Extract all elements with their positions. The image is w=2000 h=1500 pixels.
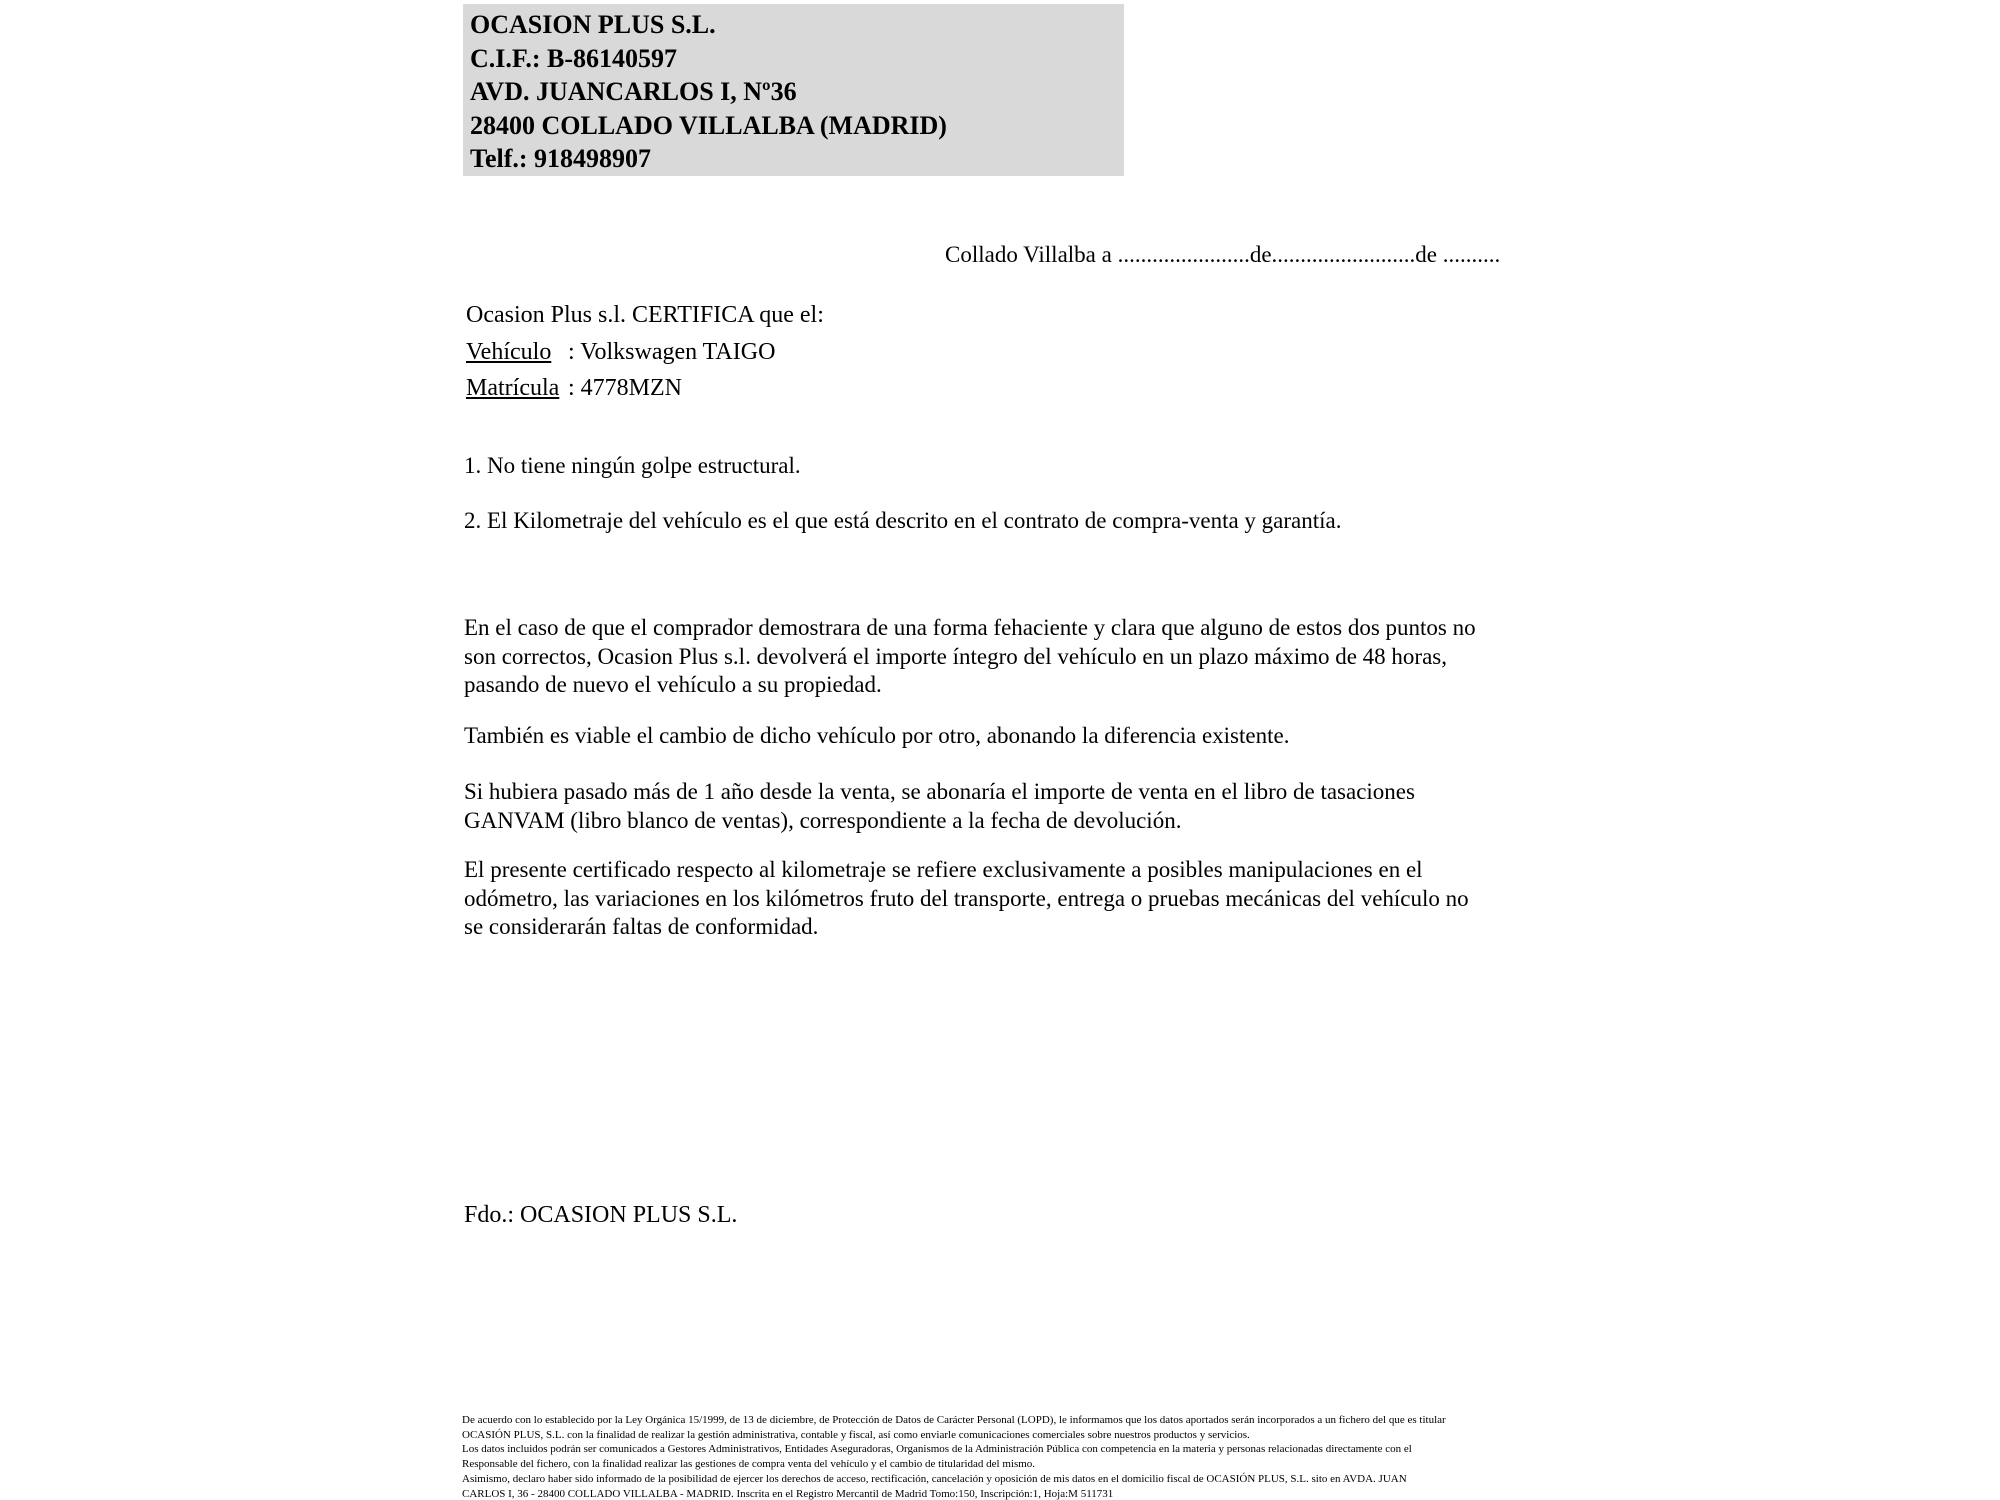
paragraph-refund-line: pasando de nuevo el vehículo a su propiedad. (464, 672, 882, 697)
company-phone: Telf.: 918498907 (470, 144, 652, 173)
paragraph-refund-line: En el caso de que el comprador demostrara de una forma fehaciente y clara que alguno de estos dos puntos no (464, 615, 1476, 640)
legal-footer-line: CARLOS I, 36 - 28400 COLLADO VILLALBA - MADRID. Inscrita en el Registro Mercantil de Madrid Tomo:150, Inscripción:1, Hoja:M 511731 (462, 1487, 1114, 1500)
plate-label (466, 370, 568, 407)
legal-footer-line: Los datos incluidos podrán ser comunicados a Gestores Administrativos, Entidades Aseguradoras, Organismos de la Administración Pública con competencia en la materia y personas relacionadas directamente con el (462, 1443, 1412, 1456)
certification-intro: Ocasion Plus s.l. CERTIFICA que el: (466, 302, 824, 328)
legal-footer-line: OCASIÓN PLUS, S.L. con la finalidad de realizar la gestión administrativa, contable y fiscal, así como enviarle comunicaciones comerciales sobre nuestros productos y servicios. (462, 1428, 1250, 1441)
date-line: Collado Villalba a .......................de.........................de .......... (945, 242, 1501, 267)
company-city: 28400 COLLADO VILLALBA (MADRID) (470, 110, 947, 140)
certification-block (466, 297, 824, 407)
company-address: AVD. JUANCARLOS I, Nº36 (470, 77, 797, 106)
vehicle-value: : Volkswagen TAIGO (568, 338, 776, 365)
paragraph-odometer (464, 856, 1469, 942)
paragraph-refund-line: son correctos, Ocasion Plus s.l. devolverá el importe íntegro del vehículo en un plazo máximo de 48 horas, (464, 643, 1448, 669)
legal-footer-line: Asimismo, declaro haber sido informado de la posibilidad de ejercer los derechos de acceso, rectificación, cancelación y oposición de mis datos en el domicilio fiscal de OCASIÓN PLUS, S.L. sito en AVDA. JUAN (462, 1472, 1407, 1485)
paragraph-valuation (464, 778, 1415, 835)
company-name: OCASION PLUS S.L. (470, 10, 716, 39)
plate-value: : 4778MZN (568, 375, 682, 401)
paragraph-odometer-line: odómetro, las variaciones en los kilómetros fruto del transporte, entrega o pruebas mecánicas del vehículo no (464, 885, 1469, 911)
paragraph-valuation-line: Si hubiera pasado más de 1 año desde la venta, se abonaría el importe de venta en el libro de tasaciones (464, 779, 1415, 804)
company-header-block (463, 4, 1124, 176)
legal-footer-line: Responsable del fichero, con la finalidad realizar las gestiones de compra venta del vehículo y el cambio de titularidad del mismo. (462, 1458, 1036, 1471)
paragraph-exchange-line: También es viable el cambio de dicho vehículo por otro, abonando la diferencia existente. (464, 723, 1290, 748)
paragraph-refund (464, 614, 1476, 700)
vehicle-row (466, 334, 824, 371)
condition-item-1: 1. No tiene ningún golpe estructural. (464, 453, 801, 478)
plate-row (466, 370, 824, 407)
paragraph-odometer-line: El presente certificado respecto al kilometraje se refiere exclusivamente a posibles manipulaciones en el (464, 857, 1423, 882)
condition-item-2: 2. El Kilometraje del vehículo es el que está descrito en el contrato de compra-venta y garantía. (464, 508, 1342, 533)
signature-line: Fdo.: OCASION PLUS S.L. (464, 1202, 738, 1228)
plate-label-text: Matrícula (466, 375, 560, 401)
legal-footer (462, 1413, 1446, 1500)
paragraph-exchange (464, 722, 1289, 751)
vehicle-label-text: Vehículo (466, 338, 552, 365)
paragraph-odometer-line: se considerarán faltas de conformidad. (464, 914, 819, 939)
company-cif: C.I.F.: B-86140597 (470, 43, 678, 73)
vehicle-label (466, 334, 568, 371)
paragraph-valuation-line: GANVAM (libro blanco de ventas), correspondiente a la fecha de devolución. (464, 807, 1182, 833)
legal-footer-line: De acuerdo con lo establecido por la Ley Orgánica 15/1999, de 13 de diciembre, de Protección de Datos de Carácter Personal (LOPD), le informamos que los datos aportados serán incorporados a un fichero del que es titular (462, 1414, 1446, 1426)
